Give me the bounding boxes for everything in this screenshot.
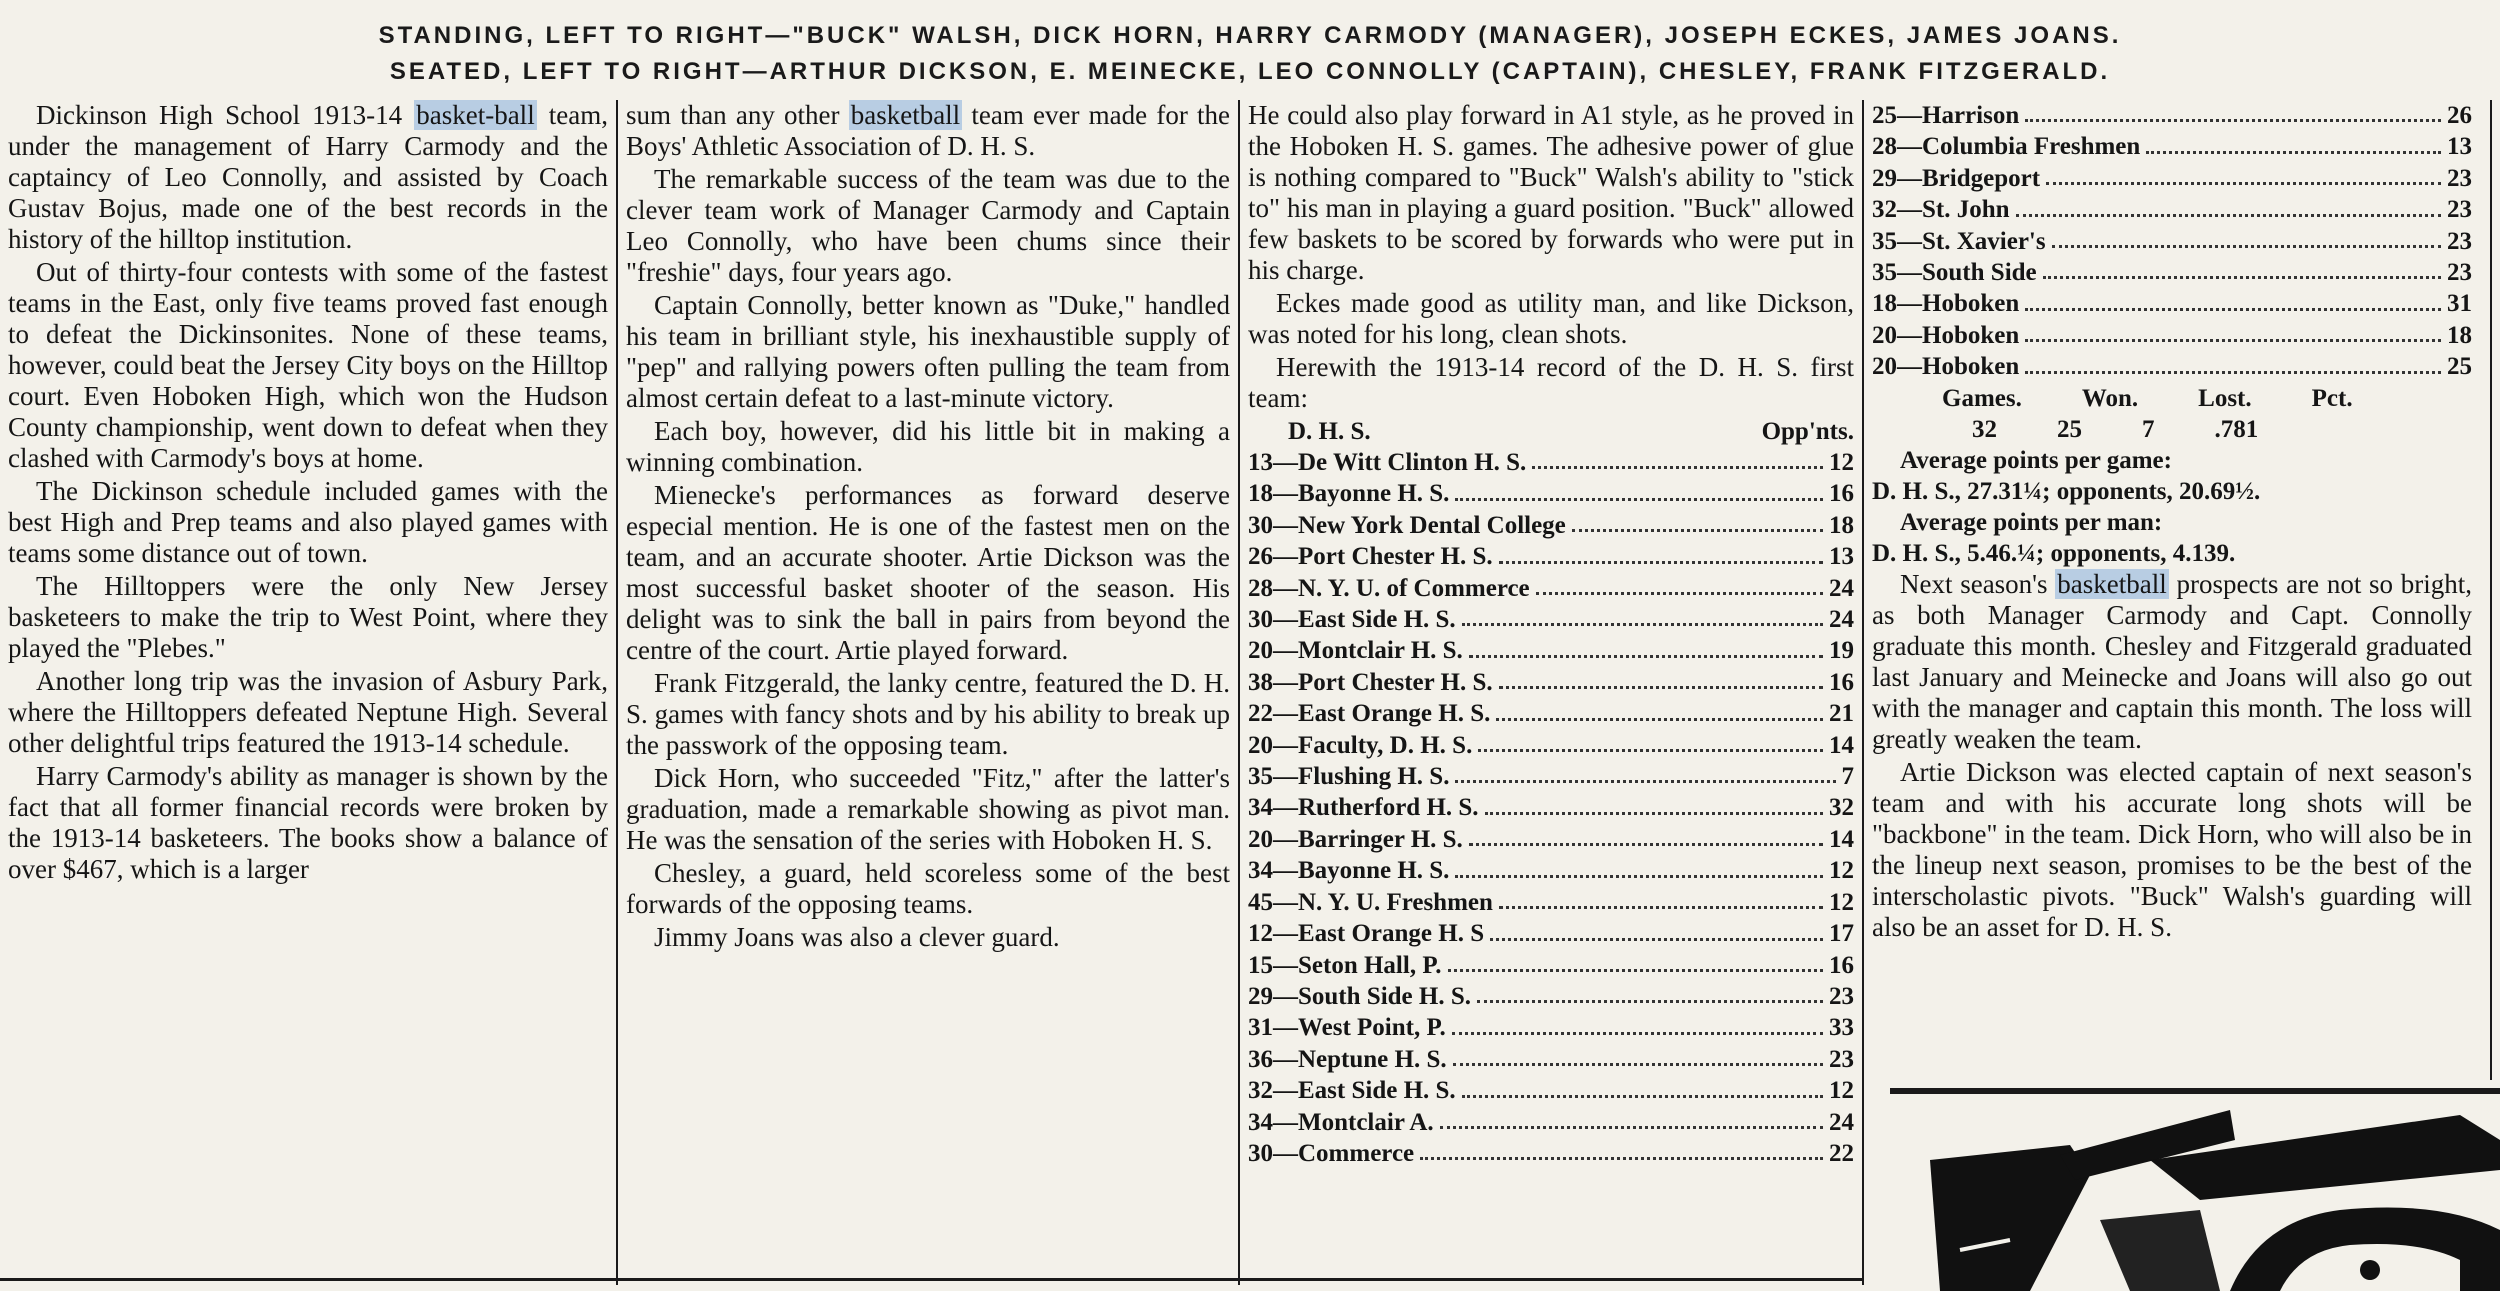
game-result: 38—Port Chester H. S. xyxy=(1248,668,1493,696)
opponent-name: East Side H. S. xyxy=(1298,606,1456,634)
opponent-score: 14 xyxy=(1829,825,1854,853)
paragraph: Harry Carmody's ability as manager is shown by the fact that all former financial records were broken by the 1913-14 basketeers. The books show a balance of over $467, which is a larger xyxy=(8,761,608,884)
game-result: 28—Columbia Freshmen xyxy=(1872,133,2141,161)
game-result: 45—N. Y. U. Freshmen xyxy=(1248,888,1493,916)
opponent-name: South Side xyxy=(1922,259,2037,287)
game-result: 15—Seton Hall, P. xyxy=(1248,951,1442,979)
opponent-score: 31 xyxy=(2447,290,2472,318)
opponent-name: Bridgeport xyxy=(1922,164,2041,192)
opponent-score: 32 xyxy=(1829,794,1854,822)
opponent-score: 22 xyxy=(1829,1139,1854,1167)
opponent-name: Port Chester H. S. xyxy=(1298,668,1493,696)
opponent-name: Port Chester H. S. xyxy=(1298,543,1493,571)
opponent-score: 16 xyxy=(1829,480,1854,508)
paragraph: Artie Dickson was elected captain of next season's team and with his accurate long shots will be "backbone" in the team. Dick Horn, who will also be in the lineup next season, promises to be the best of the interscholastic pivots. "Buck" Walsh's guarding will also be an asset for D. H. S. xyxy=(1872,756,2472,942)
paragraph: Out of thirty-four contests with some of the fastest teams in the East, only five teams proved fast enough to defeat the Dickinsonites. None of these teams, however, could beat the Jersey City boys on the Hilltop court. Even Hoboken High, which won the Hudson County championship, went down to defeat when they clashed with Carmody's boys at home. xyxy=(8,257,608,473)
dhs-score: 35 xyxy=(1872,259,1897,287)
opponent-score: 23 xyxy=(1829,1045,1854,1073)
dot-leader xyxy=(2025,320,2441,342)
dot-leader xyxy=(2016,194,2441,216)
opponent-name: Faculty, D. H. S. xyxy=(1298,731,1473,759)
paragraph: Mienecke's performances as forward deserve especial mention. He is one of the fastest men on the team, and an accurate shooter. Artie Dickson was the most successful basket shooter of the season. His delight was to sink the ball in pairs from beyond the centre of the court. Artie played forward. xyxy=(626,480,1230,665)
opponent-score: 13 xyxy=(2447,133,2472,161)
opponent-score: 12 xyxy=(1829,857,1854,885)
game-row xyxy=(1248,667,1854,698)
dot-leader xyxy=(1448,950,1823,972)
game-row xyxy=(1248,1075,1854,1106)
opponent-name: St. John xyxy=(1922,196,2010,224)
opponent-score: 16 xyxy=(1829,668,1854,696)
dhs-score: 25 xyxy=(1872,102,1897,129)
game-row xyxy=(1248,1138,1854,1169)
opponent-score: 21 xyxy=(1829,700,1854,728)
dot-leader xyxy=(1536,573,1823,595)
opponent-score: 24 xyxy=(1829,1108,1854,1136)
search-highlight: basketball xyxy=(2057,568,2167,599)
dhs-score: 18 xyxy=(1872,290,1897,318)
opponent-score: 12 xyxy=(1829,449,1854,476)
dhs-score: 18 xyxy=(1248,480,1273,508)
dhs-score: 13 xyxy=(1248,449,1273,476)
opponent-name: Hoboken xyxy=(1922,353,2020,381)
game-result: 34—Bayonne H. S. xyxy=(1248,857,1450,885)
game-result: 32—St. John xyxy=(1872,196,2010,224)
dot-leader xyxy=(1455,761,1835,783)
game-result: 29—South Side H. S. xyxy=(1248,982,1471,1010)
avg-per-game-value: D. H. S., 27.31¼; opponents, 20.69½. xyxy=(1872,477,2261,505)
dhs-score: 32 xyxy=(1872,196,1897,224)
opponent-name: East Orange H. S. xyxy=(1298,700,1491,728)
dhs-score: 12 xyxy=(1248,920,1273,948)
opponent-name: New York Dental College xyxy=(1298,511,1566,539)
game-row xyxy=(1248,855,1854,886)
game-row xyxy=(1248,761,1854,792)
dhs-score: 15 xyxy=(1248,951,1273,979)
game-row xyxy=(1248,950,1854,981)
opponent-name: East Side H. S. xyxy=(1298,1077,1456,1105)
paragraph: Frank Fitzgerald, the lanky centre, featured the D. H. S. games with fancy shots and by his ability to break up the passwork of the opposing team. xyxy=(626,668,1230,760)
game-row xyxy=(1248,541,1854,572)
game-result: 34—Montclair A. xyxy=(1248,1108,1434,1136)
game-result: 22—East Orange H. S. xyxy=(1248,700,1491,728)
dot-leader xyxy=(1477,981,1823,1003)
paragraph: The Hilltoppers were the only New Jersey basketeers to make the trip to West Point, where they played the "Plebes." xyxy=(8,571,608,663)
dot-leader xyxy=(1532,447,1823,469)
dhs-score: 20 xyxy=(1872,353,1897,381)
photo-caption-standing: STANDING, LEFT TO RIGHT—"BUCK" WALSH, DICK HORN, HARRY CARMODY (MANAGER), JOSEPH ECKES, JAMES JOANS. xyxy=(378,22,2122,49)
paragraph: Chesley, a guard, held scoreless some of the best forwards of the opposing teams. xyxy=(626,858,1230,919)
dhs-score: 34 xyxy=(1248,1108,1273,1136)
dot-leader xyxy=(1490,918,1823,940)
opponent-name: Barringer H. S. xyxy=(1298,825,1463,853)
opponent-name: St. Xavier's xyxy=(1922,227,2046,255)
game-row xyxy=(1248,447,1854,478)
game-row xyxy=(1248,887,1854,918)
opponent-score: 18 xyxy=(1829,511,1854,539)
opponent-name: De Witt Clinton H. S. xyxy=(1298,449,1527,476)
opponent-score: 23 xyxy=(1829,982,1854,1010)
game-result: 35—South Side xyxy=(1872,259,2037,287)
column-rule xyxy=(1238,100,1240,1285)
dot-leader xyxy=(2046,163,2441,185)
game-result: 18—Hoboken xyxy=(1872,290,2020,318)
dot-leader xyxy=(1499,887,1823,909)
dot-leader xyxy=(1455,855,1823,877)
game-row xyxy=(1248,981,1854,1012)
dot-leader xyxy=(1440,1107,1823,1129)
game-row xyxy=(1248,510,1854,541)
paragraph: Each boy, however, did his little bit in making a winning combination. xyxy=(626,416,1230,477)
game-row xyxy=(1248,1044,1854,1075)
opponent-name: South Side H. S. xyxy=(1298,982,1471,1010)
section-rule xyxy=(1890,1088,2500,1094)
dhs-score: 35 xyxy=(1872,227,1897,255)
dhs-score: 38 xyxy=(1248,668,1273,696)
opponent-score: 23 xyxy=(2447,259,2472,287)
dhs-score: 20 xyxy=(1248,825,1273,853)
opponent-score: 26 xyxy=(2447,102,2472,129)
dot-leader xyxy=(1420,1138,1823,1160)
paragraph: Dickinson High School 1913-14 basket-ball team, under the management of Harry Carmody and the captaincy of Leo Connolly, and assisted by Coach Gustav Bojus, made one of the best records in the history of the hilltop institution. xyxy=(8,100,608,254)
dhs-score: 28 xyxy=(1872,133,1897,161)
game-row xyxy=(1248,824,1854,855)
game-row xyxy=(1248,730,1854,761)
paragraph: He could also play forward in A1 style, as he proved in the Hoboken H. S. games. The adhesive power of glue is nothing compared to "Buck" Walsh's ability to "stick to" his man in playing a guard position. "Buck" allowed few baskets to be scored by forwards who were put in his charge. xyxy=(1248,100,1854,285)
article-column-3 xyxy=(1248,100,1854,1169)
cartoon-illustration xyxy=(1900,1100,2500,1291)
opponent-score: 23 xyxy=(2447,196,2472,224)
dot-leader xyxy=(1572,510,1823,532)
game-row xyxy=(1872,257,2472,288)
game-row xyxy=(1248,1012,1854,1043)
game-result: 32—East Side H. S. xyxy=(1248,1077,1456,1105)
paragraph: Eckes made good as utility man, and like Dickson, was noted for his long, clean shots. xyxy=(1248,288,1854,349)
paragraph: Herewith the 1913-14 record of the D. H. S. first team: xyxy=(1248,352,1854,413)
dot-leader xyxy=(2025,288,2441,310)
opponent-name: Seton Hall, P. xyxy=(1298,951,1442,979)
dot-leader xyxy=(1453,1044,1823,1066)
game-row xyxy=(1248,478,1854,509)
opponent-name: Neptune H. S. xyxy=(1298,1045,1447,1073)
dot-leader xyxy=(1499,541,1823,563)
opponent-score: 13 xyxy=(1829,543,1854,571)
opponent-score: 25 xyxy=(2447,353,2472,381)
dot-leader xyxy=(2025,351,2441,373)
season-stats-labels: Games. Won. Lost. Pct. xyxy=(1942,384,2353,412)
game-result: 25—Harrison xyxy=(1872,102,2020,129)
game-row xyxy=(1248,698,1854,729)
game-row xyxy=(1872,100,2472,131)
opponent-name: Columbia Freshmen xyxy=(1922,133,2141,161)
game-result: 30—East Side H. S. xyxy=(1248,606,1456,634)
bottom-rule xyxy=(0,1278,1862,1281)
game-result: 20—Montclair H. S. xyxy=(1248,637,1463,665)
dot-leader xyxy=(2052,226,2441,248)
dot-leader xyxy=(2025,100,2441,122)
game-result: 28—N. Y. U. of Commerce xyxy=(1248,574,1530,602)
dot-leader xyxy=(1499,667,1823,689)
paragraph: Another long trip was the invasion of Asbury Park, where the Hilltoppers defeated Neptune High. Several other delightful trips featured the 1913-14 schedule. xyxy=(8,666,608,758)
opponent-score: 7 xyxy=(1841,763,1854,791)
dhs-score: 30 xyxy=(1248,606,1273,634)
dot-leader xyxy=(1485,792,1823,814)
photo-caption-seated: SEATED, LEFT TO RIGHT—ARTHUR DICKSON, E. MEINECKE, LEO CONNOLLY (CAPTAIN), CHESLEY, FRANK FITZGERALD. xyxy=(389,58,2111,85)
game-result: 31—West Point, P. xyxy=(1248,1014,1446,1042)
opponent-name: Montclair A. xyxy=(1298,1108,1434,1136)
dot-leader xyxy=(1462,1075,1823,1097)
opponent-name: Hoboken xyxy=(1922,290,2020,318)
game-row xyxy=(1872,320,2472,351)
opponent-score: 23 xyxy=(2447,227,2472,255)
opponent-name: Bayonne H. S. xyxy=(1298,480,1450,508)
avg-per-man-label: Average points per man: xyxy=(1900,508,2163,536)
avg-per-game-label: Average points per game: xyxy=(1900,446,2172,474)
game-row xyxy=(1872,288,2472,319)
game-row xyxy=(1248,1107,1854,1138)
opponent-score: 19 xyxy=(1829,637,1854,665)
game-row xyxy=(1872,351,2472,382)
dhs-score: 20 xyxy=(1248,731,1273,759)
dot-leader xyxy=(1469,635,1823,657)
game-row xyxy=(1248,573,1854,604)
opponent-name: Harrison xyxy=(1922,102,2020,129)
game-result: 35—St. Xavier's xyxy=(1872,227,2046,255)
column-rule xyxy=(616,100,618,1285)
dhs-score: 45 xyxy=(1248,888,1273,916)
dhs-score: 31 xyxy=(1248,1014,1273,1042)
game-result: 20—Barringer H. S. xyxy=(1248,825,1463,853)
dhs-score: 30 xyxy=(1248,511,1273,539)
game-result: 29—Bridgeport xyxy=(1872,164,2041,192)
dot-leader xyxy=(2043,257,2441,279)
opponent-name: N. Y. U. of Commerce xyxy=(1298,574,1530,602)
opponent-name: Commerce xyxy=(1298,1139,1415,1167)
paragraph: The Dickinson schedule included games with the best High and Prep teams and also played games with teams some distance out of town. xyxy=(8,476,608,568)
cartoon-drawing xyxy=(1900,1100,2500,1291)
dhs-score: 29 xyxy=(1872,164,1897,192)
dot-leader xyxy=(1452,1012,1823,1034)
dot-leader xyxy=(1469,824,1823,846)
game-result: 13—De Witt Clinton H. S. xyxy=(1248,449,1527,476)
dhs-score: 29 xyxy=(1248,982,1273,1010)
dhs-score: 34 xyxy=(1248,794,1273,822)
game-row xyxy=(1248,635,1854,666)
dhs-score: 26 xyxy=(1248,543,1273,571)
column-rule xyxy=(1862,100,1864,1285)
opponent-score: 23 xyxy=(2447,164,2472,192)
opponent-name: West Point, P. xyxy=(1298,1014,1446,1042)
paragraph: Next season's basketball prospects are not so bright, as both Manager Carmody and Capt. Connolly graduate this month. Chesley and Fitzgerald graduated last January and Meinecke and Joans will also go out with the manager and captain this month. The loss will greatly weaken the team. xyxy=(1872,568,2473,754)
game-row xyxy=(1248,918,1854,949)
game-result: 34—Rutherford H. S. xyxy=(1248,794,1479,822)
season-stats-values: 32 25 7 .781 xyxy=(1972,415,2259,443)
game-result: 18—Bayonne H. S. xyxy=(1248,480,1450,508)
game-row xyxy=(1248,604,1854,635)
article-column-2 xyxy=(626,100,1230,955)
game-result: 20—Hoboken xyxy=(1872,353,2020,381)
game-result: 36—Neptune H. S. xyxy=(1248,1045,1447,1073)
opponent-name: Montclair H. S. xyxy=(1298,637,1463,665)
game-result: 35—Flushing H. S. xyxy=(1248,763,1450,791)
record-table-continued xyxy=(1872,100,2472,383)
game-result: 30—Commerce xyxy=(1248,1139,1415,1167)
opponent-score: 17 xyxy=(1829,920,1854,948)
game-row xyxy=(1872,194,2472,225)
dhs-score: 36 xyxy=(1248,1045,1273,1073)
opponent-score: 33 xyxy=(1829,1014,1854,1042)
game-result: 12—East Orange H. S xyxy=(1248,920,1485,948)
opponent-name: Rutherford H. S. xyxy=(1298,794,1479,822)
dhs-score: 35 xyxy=(1248,763,1273,791)
game-result: 26—Port Chester H. S. xyxy=(1248,543,1493,571)
opponent-name: East Orange H. S xyxy=(1298,920,1485,948)
paragraph: The remarkable success of the team was due to the clever team work of Manager Carmody and Captain Leo Connolly, who have been chums since their "freshie" days, four years ago. xyxy=(626,164,1230,287)
opponent-name: Bayonne H. S. xyxy=(1298,857,1450,885)
search-highlight: basket-ball xyxy=(416,100,535,130)
dhs-score: 32 xyxy=(1248,1077,1273,1105)
dhs-score: 30 xyxy=(1248,1139,1273,1167)
article-column-1 xyxy=(8,100,608,887)
opponent-name: Flushing H. S. xyxy=(1298,763,1450,791)
paragraph: sum than any other basketball team ever made for the Boys' Athletic Association of D. H. S. xyxy=(626,100,1230,161)
game-row xyxy=(1248,792,1854,823)
dot-leader xyxy=(1496,698,1823,720)
dot-leader xyxy=(1478,730,1823,752)
opponent-score: 24 xyxy=(1829,574,1854,602)
paragraph: Dick Horn, who succeeded "Fitz," after the latter's graduation, made a remarkable showing as pivot man. He was the sensation of the series with Hoboken H. S. xyxy=(626,763,1230,855)
dhs-score: 28 xyxy=(1248,574,1273,602)
avg-per-man-value: D. H. S., 5.46.¼; opponents, 4.139. xyxy=(1872,539,2236,567)
game-result: 20—Faculty, D. H. S. xyxy=(1248,731,1473,759)
dhs-score: 20 xyxy=(1248,637,1273,665)
dot-leader xyxy=(2146,131,2441,153)
record-table xyxy=(1248,447,1854,1169)
opponent-score: 24 xyxy=(1829,606,1854,634)
record-table-header: D. H. S. Opp'nts. xyxy=(1288,418,1854,445)
opponent-score: 12 xyxy=(1829,888,1854,916)
game-row xyxy=(1872,226,2472,257)
dhs-score: 22 xyxy=(1248,700,1273,728)
opponent-score: 16 xyxy=(1829,951,1854,979)
opponent-score: 12 xyxy=(1829,1077,1854,1105)
dhs-score: 20 xyxy=(1872,321,1897,349)
opponent-score: 14 xyxy=(1829,731,1854,759)
opponent-score: 18 xyxy=(2447,321,2472,349)
dhs-score: 34 xyxy=(1248,857,1273,885)
paragraph: Jimmy Joans was also a clever guard. xyxy=(654,922,1060,952)
article-column-4 xyxy=(1872,100,2472,945)
opponent-name: Hoboken xyxy=(1922,321,2020,349)
opponent-name: N. Y. U. Freshmen xyxy=(1298,888,1493,916)
game-result: 30—New York Dental College xyxy=(1248,511,1566,539)
game-result: 20—Hoboken xyxy=(1872,321,2020,349)
column-rule xyxy=(2490,100,2492,1080)
game-row xyxy=(1872,163,2472,194)
dot-leader xyxy=(1462,604,1823,626)
dot-leader xyxy=(1455,478,1823,500)
paragraph: Captain Connolly, better known as "Duke," handled his team in brilliant style, his inexhaustible supply of "pep" and rallying powers often pulling the team from almost certain defeat to a last-minute victory. xyxy=(626,290,1230,413)
game-row xyxy=(1872,131,2472,162)
search-highlight: basketball xyxy=(850,100,961,130)
